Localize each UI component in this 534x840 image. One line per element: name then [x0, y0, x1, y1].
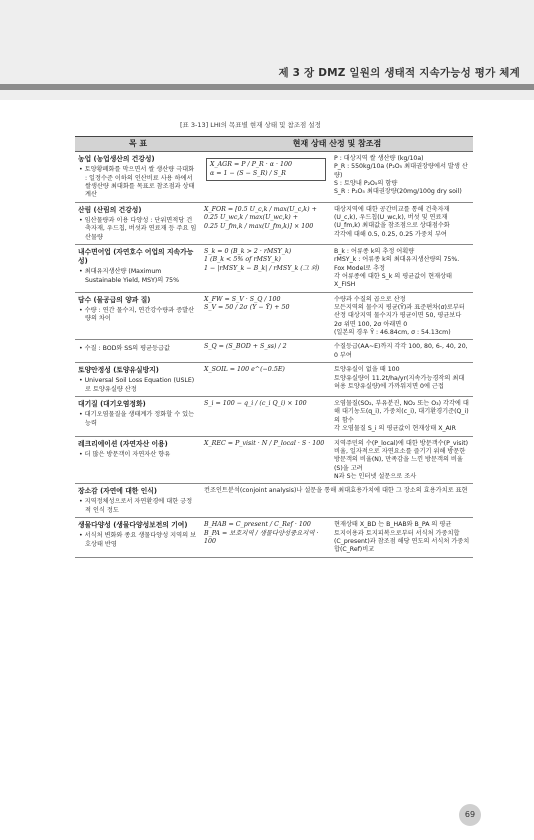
goal-bullet: • 더 많은 방문객이 자연자산 향유 [79, 450, 171, 458]
formula: X_FOR = [0.5 U_c,k / max(U_c,k) + 0.25 U_wc,k / max(U_wc,k) + 0.25 U_fm,k / max(U_fm,k)] × 100 [204, 205, 317, 230]
formula: S_Q = (S_BOD + S_ss) / 2 [204, 343, 287, 351]
description-cell [331, 436, 473, 484]
goal-cell [75, 292, 201, 340]
formula: X_REC = P_visit · N / P_local · S · 100 [204, 439, 325, 447]
goal-cell [75, 363, 201, 397]
goal-cell [75, 244, 201, 292]
goal-cell [75, 340, 201, 363]
table-row [75, 363, 473, 397]
description-cell [331, 202, 473, 244]
formula-cell [201, 397, 331, 436]
goal-bullet: • 서식처 변화와 종요 생물다양성 지역의 보호상태 반영 [79, 532, 197, 548]
status-text: 컨조인트분석(conjoint analysis)나 설문을 통해 최대효용가치에 대한 그 장소의 효용가치로 표현 [204, 487, 468, 495]
description-cell [331, 340, 473, 363]
description: 오염물질(SO₂, 부유분진, NO₂ 또는 O₃) 각각에 대해 대기농도(q_i), 가중치(c_i), 대기환경기준(Q_i)의 함수 각 오염물질 S_i 의 평균값이 현재상태 X_AIR [334, 400, 469, 433]
table-row [75, 397, 473, 436]
header-rule [0, 84, 534, 90]
lhi-goal-table [75, 136, 473, 558]
description: 토양유실이 없을 때 100 토양유실량이 11.2t/ha/yr(지속가능경작의 최대허용 토양유실량)에 가까워지면 0에 근접 [334, 366, 465, 390]
page-header-band [0, 0, 534, 100]
goal-cell [75, 397, 201, 436]
description-cell [331, 244, 473, 292]
formula: X_FW = S_V · S_Q / 100 S_V = 50 / 2σ (Y − Ȳ) + 50 [204, 295, 290, 312]
goal-title: 대기질 (대기오염정화) [78, 400, 146, 409]
formula: B_HAB = C_present / C_Ref · 100 B_PA = 보호지역 / 생물다양성중요지역 · 100 [204, 521, 319, 546]
formula-cell [201, 292, 331, 340]
formula: S_k = 0 (B_k > 2 · rMSY_k) 1 (B_k < 5% of rMSY_k) 1 − |rMSY_k − B_k| / rMSY_k (그 외) [204, 247, 320, 272]
formula: X_SOIL = 100 e^(−0.5E) [204, 366, 285, 374]
table-row [75, 202, 473, 244]
table-row [75, 292, 473, 340]
goal-cell [75, 484, 201, 518]
goal-title: 산림 (산림의 건강성) [78, 205, 142, 214]
formula-cell [201, 152, 331, 203]
goal-title: 레크리에이션 (자연자산 이용) [78, 439, 168, 448]
table-caption: [표 3-13] LHI의 목표별 현재 상태 및 참조점 설정 [180, 121, 321, 129]
formula-cell [201, 363, 331, 397]
goal-title: 장소감 (자연에 대한 인식) [78, 487, 157, 496]
header-goal: 목 표 [75, 137, 201, 152]
goal-title: 농업 (농업생산의 건강성) [78, 155, 155, 163]
goal-bullet: • 대기오염물질을 생태계가 정화할 수 있는 능력 [79, 411, 195, 427]
formula: S_i = 100 − q_i / (c_i Q_i) × 100 [204, 400, 307, 408]
description: 현재상태 X_BD 는 B_HAB와 B_PA 의 평균 토지이용과 토지피복으로부터 서식처 가중치합(C_present)과 참조점 해당 연도의 서식처 가중치합(C_Ref)비교 [334, 521, 470, 554]
formula-cell [201, 244, 331, 292]
goal-title: 내수면어업 (자연호수 어업의 지속가능성) [78, 247, 194, 266]
goal-cell [75, 152, 201, 203]
goal-title: 토양안정성 (토양유실방지) [78, 366, 159, 375]
formula-cell [201, 436, 331, 484]
goal-cell [75, 202, 201, 244]
goal-cell [75, 518, 201, 557]
description-cell [331, 397, 473, 436]
page-number: 69 [459, 804, 481, 826]
table-body [75, 152, 473, 558]
description-cell [331, 363, 473, 397]
goal-bullet: • 임산물량과 이용 다양성 : 단위면적당 건축자재, 우드칩, 버섯과 연료재 등 주요 임산물량 [79, 216, 197, 241]
description: 대상지역에 대한 공간비교를 통해 건축자재(U_c,k), 우드칩(U_wc,k), 버섯 및 연료재(U_fm,k) 최대값을 참조점으로 상대점수화 각각에 대해 0.5, 0.25, 0.25 가중치 부여 [334, 205, 450, 238]
table-row [75, 436, 473, 484]
description: B_k : 어류종 k의 추정 어획량 rMSY_k : 어류종 k의 최대유지생산량의 75%. Fox Model로 추정 각 어류종에 대한 S_k 의 평균값이 현재상태 X_FISH [334, 247, 460, 289]
table-row [75, 244, 473, 292]
header-status: 현재 상태 산정 및 참조점 [201, 137, 473, 152]
table-row [75, 484, 473, 518]
description: 수질등급(AA~E)까지 각각 100, 80, 6-, 40, 20, 0 부여 [334, 343, 468, 359]
formula-cell [201, 202, 331, 244]
goal-bullet: • 수질 : BOD와 SS의 평균등급값 [79, 345, 170, 353]
table-row [75, 340, 473, 363]
description-cell [331, 518, 473, 557]
chapter-title: 제 3 장 DMZ 일원의 생태적 지속가능성 평가 체계 [278, 67, 520, 79]
status-cell [201, 484, 473, 518]
table-row [75, 152, 473, 203]
goal-bullet: • 최대유지생산량 (Maximum Sustainable Yield, MSY)의 75% [79, 268, 179, 284]
goal-bullet: • 수량 : 연간 물수지, 연간강수량과 증발산량의 차이 [79, 306, 195, 323]
description: P : 대상지역 쌀 생산량 (kg/10a) P_R : 550kg/10a (P₂O₅ 최대권장량에서 발생 산량) S : 토양내 P₂O₅의 함량 S_R : P₂O₅ 최대권장량(20mg/100g dry soil) [334, 155, 468, 196]
goal-title: 담수 (물공급의 양과 질) [78, 295, 151, 304]
goal-bullet: • 토양황폐화를 막으면서 쌀 생산량 극대화 : 일정수준 이하의 인산비료 사용 하에서 쌀생산량 최대화를 목표로 참조점과 상태 계산 [79, 166, 195, 199]
goal-title: 생물다양성 (생물다양성보전의 기여) [78, 521, 188, 530]
formula-cell [201, 340, 331, 363]
goal-bullet: • 지역정체성으로서 자연환경에 대한 긍정적 인식 정도 [79, 498, 193, 514]
goal-cell [75, 436, 201, 484]
formula: X_AGR = P / P_R · α · 100 α = 1 − (S − S_R) / S_R [206, 158, 326, 181]
description-cell [331, 292, 473, 340]
description-cell [331, 152, 473, 203]
formula-cell [201, 518, 331, 557]
table-row [75, 518, 473, 557]
table-header-row [75, 137, 473, 152]
description: 지역주민의 수(P_local)에 대한 방문객수(P_visit) 비율, 일자적으로 자연요소를 즐기기 위해 방문한 방문객의 비율(N), 만족감을 느낀 방문객의 비율(S)을 고려 N과 S는 인터넷 설문으로 조사 [334, 439, 469, 480]
goal-bullet: • Universal Soil Loss Equation (USLE)로 토양유실량 산정 [79, 377, 195, 393]
description: 수량과 수질의 곱으로 산정 모든지역의 물수지 평균(Ȳ)과 표준편차(σ)로부터 산정 대상지역 물수지가 평균이면 50, 평균보다 2σ 위면 100, 2σ 아래면 0 (일본의 경우 Ȳ : 46.84cm, σ : 54.13cm) [334, 295, 465, 337]
